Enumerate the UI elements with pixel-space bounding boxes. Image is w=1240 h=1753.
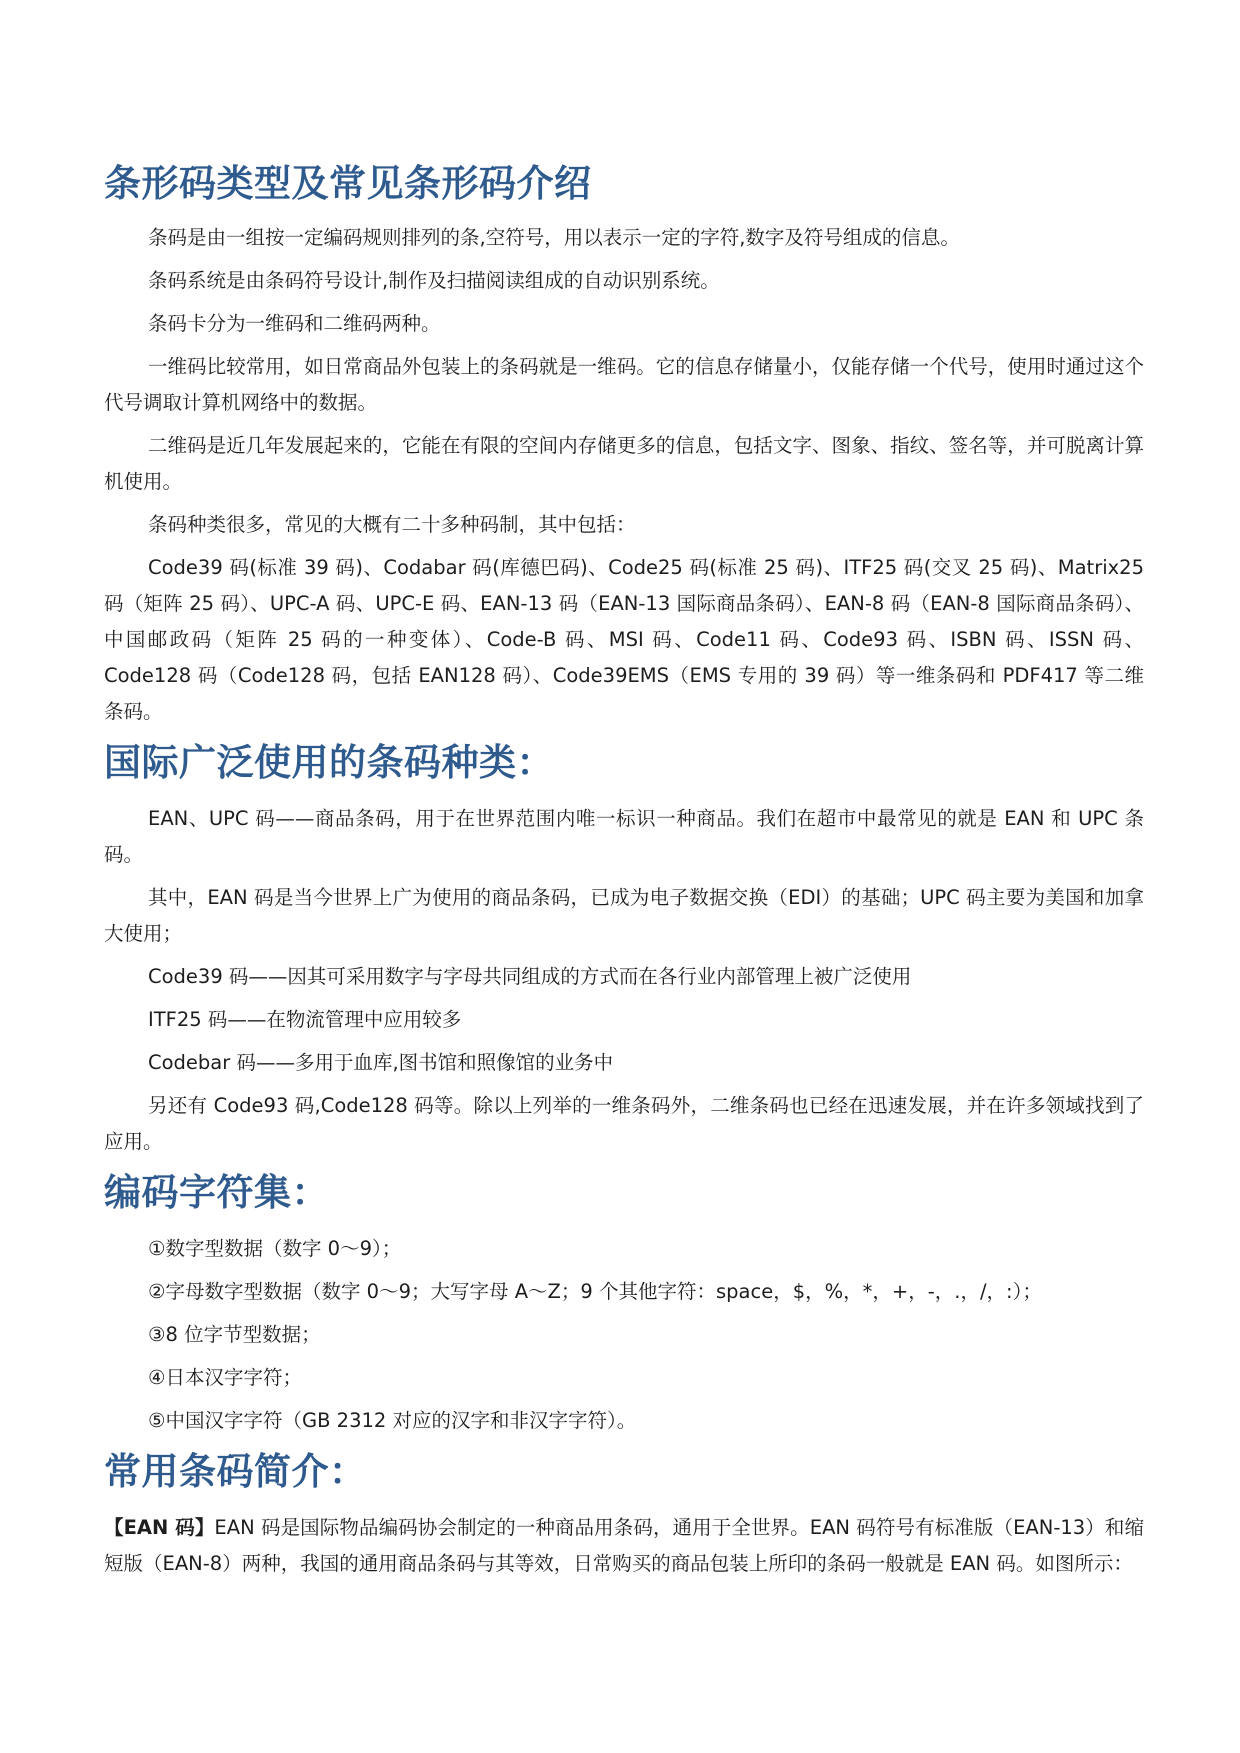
intro-paragraph: 条码系统是由条码符号设计,制作及扫描阅读组成的自动识别系统。 [148, 269, 720, 292]
intro-paragraph: 二维码是近几年发展起来的，它能在有限的空间内存储更多的信息，包括文字、图象、指纹、签名等，并可脱离计算机使用。 [104, 434, 1144, 493]
international-types-paragraph: 其中，EAN 码是当今世界上广为使用的商品条码，已成为电子数据交换（EDI）的基础；UPC 码主要为美国和加拿大使用； [104, 886, 1144, 945]
character-set-item: ⑤中国汉字字符（GB 2312 对应的汉字和非汉字字符）。 [148, 1409, 637, 1432]
intro-paragraph: 条码种类很多，常见的大概有二十多种码制，其中包括： [148, 513, 636, 536]
intro-paragraph: 条码卡分为一维码和二维码两种。 [148, 312, 441, 335]
international-types-paragraph: EAN、UPC 码——商品条码，用于在世界范围内唯一标识一种商品。我们在超市中最常见的就是 EAN 和 UPC 条码。 [104, 807, 1144, 866]
document-page [104, 150, 1144, 1589]
intro-paragraph: 条码是由一组按一定编码规则排列的条,空符号，用以表示一定的字符,数字及符号组成的信息。 [148, 226, 960, 249]
international-types-paragraph: Code39 码——因其可采用数字与字母共同组成的方式而在各行业内部管理上被广泛使用 [148, 965, 912, 988]
ean-code-paragraph [104, 1510, 1144, 1582]
international-types-paragraph: 另还有 Code93 码,Code128 码等。除以上列举的一维条码外，二维条码也已经在迅速发展，并在许多领域找到了应用。 [104, 1094, 1144, 1153]
character-set-item: ②字母数字型数据（数字 0～9；大写字母 A～Z；9 个其他字符：space，$，%，*，+，-，.，/，:）； [148, 1280, 1042, 1303]
character-set-item: ①数字型数据（数字 0～9）； [148, 1237, 402, 1260]
international-types-paragraph: ITF25 码——在物流管理中应用较多 [148, 1008, 462, 1031]
section-heading-common-barcodes: 常用条码简介： [104, 1450, 367, 1493]
section-heading-character-set: 编码字符集： [104, 1171, 329, 1214]
international-types-paragraph: Codebar 码——多用于血库,图书馆和照像馆的业务中 [148, 1051, 614, 1074]
character-set-item: ④日本汉字字符； [148, 1366, 302, 1389]
document-title: 条形码类型及常见条形码介绍 [104, 162, 592, 205]
ean-code-label: 【EAN 码】 [104, 1516, 215, 1539]
ean-code-text: EAN 码是国际物品编码协会制定的一种商品用条码，通用于全世界。EAN 码符号有标准版（EAN-13）和缩短版（EAN-8）两种，我国的通用商品条码与其等效，日常购买的商品包装上所印的条码一般就是 EAN 码。如图所示： [104, 1516, 1144, 1575]
intro-paragraph: 一维码比较常用，如日常商品外包装上的条码就是一维码。它的信息存储量小，仅能存储一个代号，使用时通过这个代号调取计算机网络中的数据。 [104, 355, 1144, 414]
barcode-types-list-paragraph: Code39 码(标准 39 码)、Codabar 码(库德巴码)、Code25 码(标准 25 码)、ITF25 码(交叉 25 码)、Matrix25 码（矩阵 25 码）、UPC-A 码、UPC-E 码、EAN-13 码（EAN-13 国际商品条码）、EAN-8 码（EAN-8 国际商品条码）、中国邮政码（矩阵 25 码的一种变体）、Code-B 码、MSI 码、Code11 码、Code93 码、ISBN 码、ISSN 码、Code128 码（Code128 码，包括 EAN128 码）、Code39EMS（EMS 专用的 39 码）等一维条码和 PDF417 等二维条码。 [104, 556, 1144, 723]
section-heading-international-types: 国际广泛使用的条码种类： [104, 741, 554, 784]
character-set-item: ③8 位字节型数据； [148, 1323, 321, 1346]
